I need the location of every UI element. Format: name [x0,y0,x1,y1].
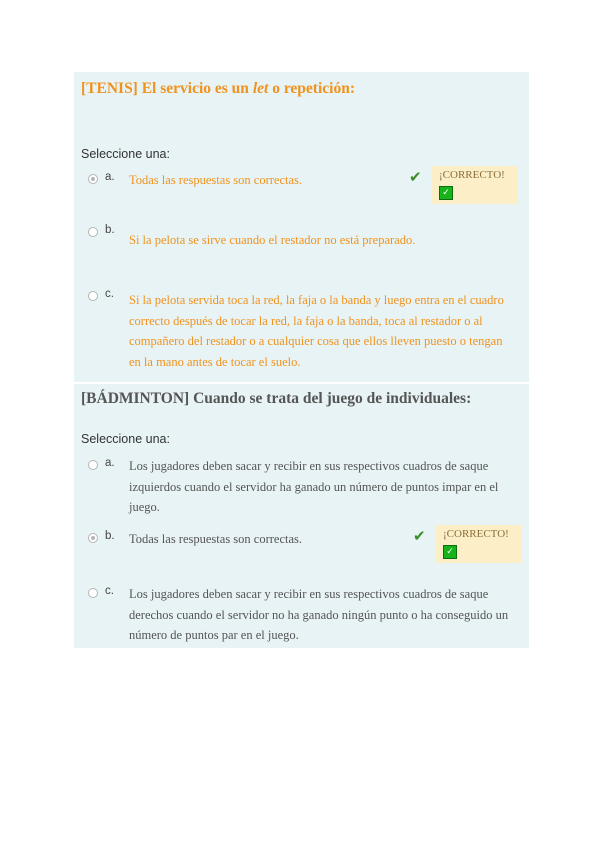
radio-unselected[interactable] [88,460,98,470]
checkbox-checked-icon: ✓ [443,545,457,559]
answer-text: Si la pelota servida toca la red, la faja o la banda y luego entra en el cuadro correcto después de tocar la red, la faja o la banda, toca al restador o al compañero del restador o a cualquier cosa que ellos lleven puesto o tengan en la mano antes de tocar el suelo. [129,293,504,369]
correct-check-icon: ✔ [409,168,422,186]
question-badminton [74,384,529,648]
radio-selected[interactable] [88,174,98,184]
correct-check-icon: ✔ [413,527,426,545]
answer-text: Todas las respuestas son correctas. [129,173,303,187]
answer-letter: c. [105,288,114,300]
answer-text: Los jugadores deben sacar y recibir en sus respectivos cuadros de saque izquierdos cuando el servidor ha ganado un número de puntos impar en el juego. [129,459,499,514]
select-prompt: Seleccione una: [81,147,170,161]
checkbox-checked-icon: ✓ [439,186,453,200]
radio-unselected[interactable] [88,291,98,301]
answer-letter: a. [105,171,115,183]
feedback-box [436,525,522,563]
answer-letter: b. [105,224,115,236]
answer-letter: b. [105,530,115,542]
radio-selected[interactable] [88,533,98,543]
radio-unselected[interactable] [88,227,98,237]
feedback-label: ¡CORRECTO! [443,528,509,540]
question-tenis [74,72,529,382]
answer-text: Todas las respuestas son correctas. [129,532,303,546]
question-title: [BÁDMINTON] Cuando se trata del juego de individuales: [81,390,472,407]
feedback-box [432,166,518,204]
answer-letter: a. [105,457,115,469]
answer-text: Los jugadores deben sacar y recibir en sus respectivos cuadros de saque derechos cuando el servidor no ha ganado ningún punto o ha conseguido un número de puntos par en el juego. [129,587,509,642]
feedback-label: ¡CORRECTO! [439,169,505,181]
select-prompt: Seleccione una: [81,432,170,446]
question-title: [TENIS] El servicio es un let o repetición: [81,80,355,97]
radio-unselected[interactable] [88,588,98,598]
answer-letter: c. [105,585,114,597]
answer-text: Si la pelota se sirve cuando el restador no está preparado. [129,233,416,247]
